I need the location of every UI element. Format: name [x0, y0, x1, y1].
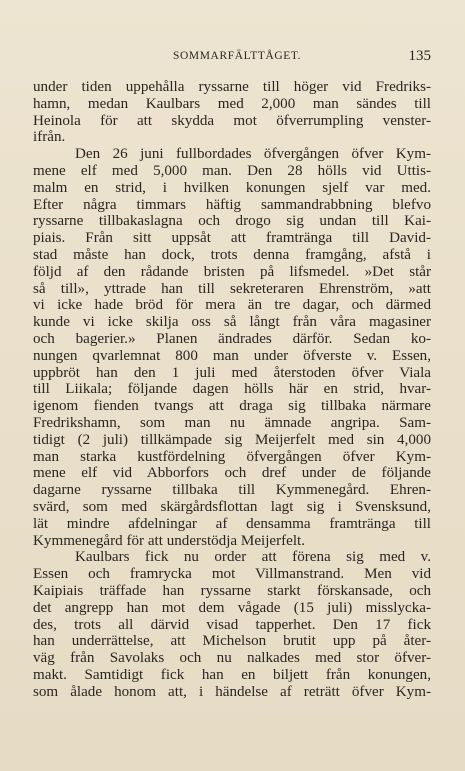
text-line: malm en strid, i hvilken konungen sjelf var med.	[33, 179, 431, 196]
text-line: vi icke hade bröd för mera än tre dagar, och därmed	[33, 297, 431, 314]
text-line: des, trots all därvid visad tapperhet. Den 17 fick	[33, 616, 431, 633]
text-line: mene elf med 5,000 man. Den 28 hölls vid Uttis-	[33, 162, 431, 179]
text-line: väg från Savolaks och nu nalkades med stor öfver-	[33, 650, 431, 667]
text-line: som ålade honom att, i händelse af reträtt öfver Kym-	[33, 683, 431, 700]
text-line: följd af den rådande bristen på lifsmedel. »Det står	[33, 263, 431, 280]
text-line: han underrättelse, att Michelson brutit upp på åter-	[33, 633, 431, 650]
text-line: uppbröt han den 1 juli med återstoden öfver Viala	[33, 364, 431, 381]
text-line: ifrån.	[33, 129, 66, 146]
text-line: och bagerier.» Planen ändrades därför. Sedan ko-	[33, 330, 431, 347]
body-text	[33, 79, 431, 700]
text-line: man starka kustfördelning öfvergången öfver Kym-	[33, 448, 431, 465]
running-title: SOMMARFÄLTTÅGET.	[173, 50, 302, 62]
text-line: Kaulbars fick nu order att förena sig med v.	[75, 549, 431, 566]
text-line: mene elf vid Abborfors och dref under de följande	[33, 465, 431, 482]
text-line: lät mindre afdelningar af densamma framtränga till	[33, 515, 431, 532]
text-line: Essen och framrycka mot Villmanstrand. Men vid	[33, 566, 431, 583]
text-line: makt. Samtidigt fick han en biljett från konungen,	[33, 666, 431, 683]
text-line: Kaipiais träffade han ryssarne starkt förskansade, och	[33, 582, 431, 599]
text-line: till Liikala; följande dagen hölls här en strid, hvar-	[33, 381, 431, 398]
text-line: nungen qvarlemnat 800 man under öfverste v. Essen,	[33, 347, 431, 364]
text-line: kunde vi icke skilja oss så långt från våra magasiner	[33, 314, 431, 331]
text-line: igenom fienden tvangs att draga sig tillbaka närmare	[33, 398, 431, 415]
text-line: så till», yttrade han till sekreteraren Ehrenström, »att	[33, 280, 431, 297]
text-line: Kymmenegård för att understödja Meijerfelt.	[33, 532, 306, 549]
text-line: det angrepp han mot dem vågade (15 juli) misslycka-	[33, 599, 431, 616]
text-line: Efter några timmars häftig sammandrabbning blefvo	[33, 196, 431, 213]
text-line: dagarne ryssarne tillbaka till Kymmenegård. Ehren-	[33, 482, 431, 499]
text-line: Fredrikshamn, som man nu ämnade angripa. Sam-	[33, 414, 431, 431]
text-line: stad måste han dock, trots denna framgång, afstå i	[33, 246, 431, 263]
text-line: svärd, som med skärgårdsflottan lagt sig i Svensksund,	[33, 498, 431, 515]
page-header	[33, 48, 431, 68]
text-line: under tiden uppehålla ryssarne till höger vid Fredriks-	[33, 79, 431, 95]
text-line: hamn, medan Kaulbars med 2,000 man sändes till	[33, 95, 431, 112]
text-line: tidigt (2 juli) tillkämpade sig Meijerfelt med sin 4,000	[33, 431, 431, 448]
text-line: Heinola för att skydda mot öfverrumpling venster-	[33, 112, 431, 129]
text-line: Den 26 juni fullbordades öfvergången öfver Kym-	[75, 146, 431, 163]
text-line: ryssarne tillbakaslagna och drogo sig undan till Kai-	[33, 213, 431, 230]
text-line: piais. Från sitt uppsåt att framtränga till David-	[33, 230, 431, 247]
page-number: 135	[408, 48, 431, 64]
